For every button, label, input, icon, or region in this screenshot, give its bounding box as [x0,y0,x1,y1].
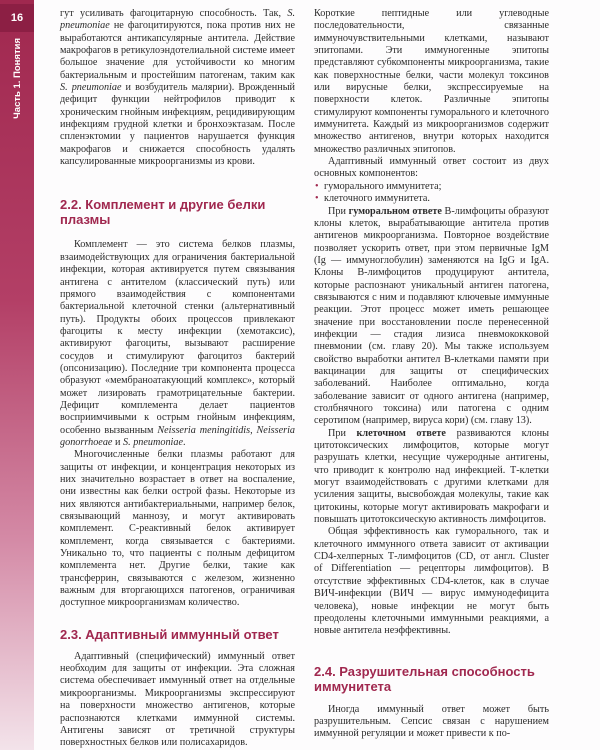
left-paragraph-1: гут усиливать фагоцитарную способность. Так, S. pneumoniae не фагоцитируются, пока против них не выработаются антикапсулярные антитела. Действие макрофагов в ретикулоэндотелиальной системе имеет большое значение для устойчивости ко многим бактериальным и простейшим патогенам, таким как S. pneumoniae и возбудитель малярии). Врожденный дефицит функции нейтрофилов приводит к хроническим гнойным инфекциям, рецидивирующим инфекциям грудной клетки и бронхоэктазам. После спленэктомии у пациентов нарушается функция макрофагов и снижается способность удалять капсулированные микроорганизмы из крови. [60,8,296,168]
list-item: • клеточного иммунитета. [324,193,549,205]
left-column [60,8,295,750]
chapter-title: Часть 1. Понятия [11,38,23,119]
right-paragraph-5: Общая эффективность как гуморального, так и клеточного иммунного ответа зависит от активации CD4-хелперных Т-лимфоцитов (CD, от англ. Cluster of Differentiation — рецепторы лимфоцитов). В отсутствие эффективных CD4-клеток, как в случае ВИЧ-инфекции (ВИЧ — вирус иммунодефицита человека), новые инфекции не могут быть преодолены клеточными иммунными реакциями, а новые антитела неэффективны. [314,526,549,637]
right-paragraph-3: При гуморальном ответе В-лимфоциты образуют клоны клеток, вырабатывающие антитела против антигенов микроорганизма. Повторное воздействие позволяет ускорить ответ, при этом первичные IgM (Ig — иммуноглобулин) заменяются на IgG и IgA. Клоны В-лимфоцитов продуцируют антитела, которые распознают уникальный антиген патогена, связываются с ним и подавляют ключевые иммунные реакции. Этот процесс может иметь решающее значение при восстановлении после перенесенной инфекции — стадия лизиса пневмококковой пневмонии (см. главу 20). Мы также используем свойство выработки антител В-клетками памяти при вакцинации для защиты от специфических заболеваний. Наиболее оптимально, когда заболевание зависит от одного антигена (например, столбнячного токсина) или патогена с одним серотипом (например, вируса кори) (см. главу 13). [314,205,549,427]
left-paragraph-2: Комплемент — это система белков плазмы, взаимодействующих для ограничения бактериальной инфекции, которая активируется путем связывания антигена с антителом (классический путь) или прямого взаимодействия с компонентами бактериальной клеточной стенки (альтернативный путь). Продукты обоих процессов привлекают фагоциты к месту инфекции (хемотаксис), активируют фагоциты, вызывают расширение сосудов и стимулируют фагоцитоз бактерий (опсонизацию). Последние три компонента процесса образуют «мембраноатакующий комплекс», который может лизировать грамотрицательные бактерии. Дефицит комплемента делает пациентов восприимчивыми к острым гнойным инфекциям, особенно вызванным Neisseria meningitidis, Neisseria gonorrhoeae и S. pneumoniae. [60,239,295,448]
left-paragraph-3: Многочисленные белки плазмы работают для защиты от инфекции, и концентрация некоторых из них значительно возрастает в ответ на воспаление, они известны как белки острой фазы. Некоторые из них являются антибактериальными, например белок, связывающий маннозу, и могут активировать комплемент. С-реактивный белок активирует комплемент, когда связывается с бактериями. Уникально то, что пациенты с полным дефицитом комплемента нет. Другие белки, такие как трансферрин, связываются с железом, жизненно важным для вторгающихся патогенов, ограничивая доступное микроорганизмам количество. [60,449,295,609]
right-paragraph-1: Короткие пептидные или углеводные последовательности, связанные иммуночувствительными клетками, называют эпитопами. Эти иммуногенные эпитопы представляют субкомпоненты микроорганизма, такие как поверхностные белки, части молекул токсинов или вирусные белки, экспрессируемые на поверхности клеток. Различные эпитопы стимулируют компоненты гуморального и клеточного иммунитета. Каждый из микроорганизмов содержит множество антигенов, внутри которых находится множество различных эпитопов. [314,8,549,155]
chapter-sidebar [0,0,34,750]
page-number: 16 [0,4,34,32]
components-list [314,181,549,206]
right-column [314,8,549,741]
right-paragraph-6: Иногда иммунный ответ может быть разрушительным. Сепсис связан с нарушением иммунной регуляции и может привести к по- [314,703,549,740]
heading-2-3: 2.3. Адаптивный иммунный ответ [60,626,279,642]
heading-2-4: 2.4. Разрушительная способность иммунитета [314,663,535,694]
heading-2-2: 2.2. Комплемент и другие белки плазмы [60,197,266,228]
chapter-tab [0,32,34,262]
right-paragraph-2: Адаптивный иммунный ответ состоит из двух основных компонентов: [314,156,549,180]
list-item: • гуморального иммунитета; [324,181,549,193]
left-paragraph-4: Адаптивный (специфический) иммунный ответ необходим для защиты от инфекции. Эта сложная система обеспечивает иммунный ответ на отдельные микроорганизмы. Микроорганизмы экспрессируют на поверхности множество антигенов, которые распознаются клетками иммунной системы. Антигены зависят от третичной структуры поверхностных белков или полисахаридов. [60,650,295,749]
right-paragraph-4: При клеточном ответе развиваются клоны цитотоксических лимфоцитов, которые могут разрушать клетки, несущие чужеродные антигены, что приводит к контролю над инфекцией. Т-клетки могут взаимодействовать с другими клетками для усиления защиты, высвобождая молекулы, такие как цитокины, которые могут активировать макрофаги и повышать цитотоксическую активность лимфоцитов. [314,427,549,526]
